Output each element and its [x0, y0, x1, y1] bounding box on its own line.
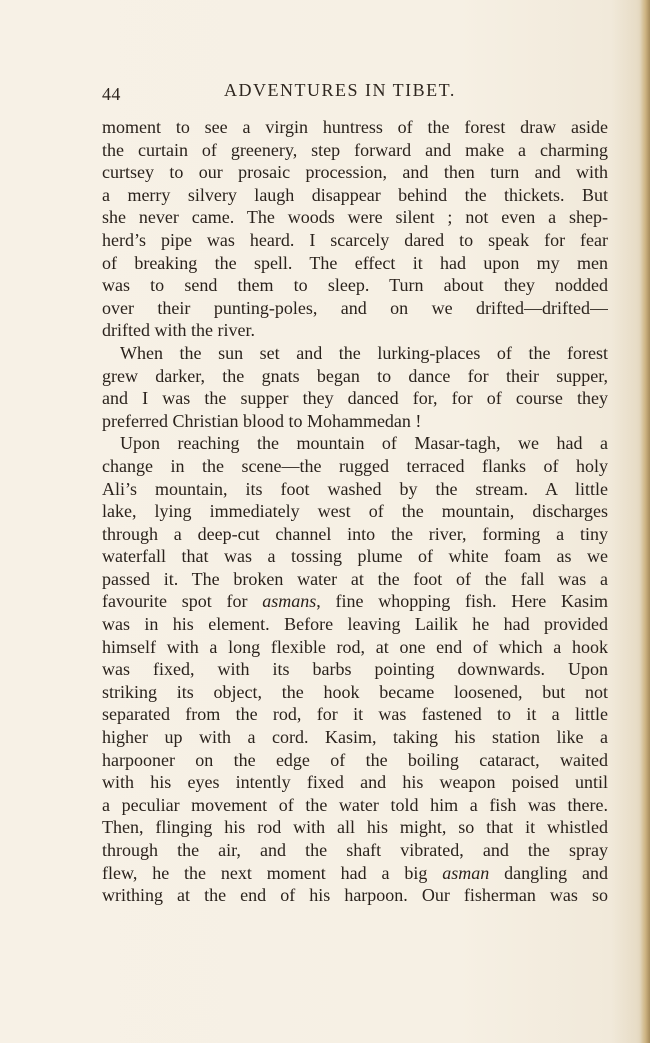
text-line: himself with a long flexible rod, at one end of which a hook [102, 636, 608, 657]
text-line: of breaking the spell. The effect it had upon my men [102, 252, 608, 273]
text-line: waterfall that was a tossing plume of white foam as we [102, 546, 608, 567]
text-line: over their punting-poles, and on we drifted—drifted— [102, 297, 608, 318]
text-line: through the air, and the shaft vibrated, and the spray [102, 840, 608, 860]
page-edge [640, 0, 650, 1043]
text-line: with his eyes intently fixed and his weapon poised until [102, 772, 608, 793]
text-line: higher up with a cord. Kasim, taking his station like a [102, 727, 608, 748]
text-line: writhing at the end of his harpoon. Our fisherman was so [102, 885, 608, 906]
text-line: striking its object, the hook became loosened, but not [102, 681, 608, 702]
text-line: and I was the supper they danced for, for of course they [102, 388, 608, 409]
text-line: moment to see a virgin huntress of the forest draw aside [102, 117, 608, 137]
text-line: preferred Christian blood to Mohammedan ! [102, 410, 422, 431]
text-line: Ali’s mountain, its foot washed by the stream. A little [102, 478, 608, 499]
text-line: flew, he the next moment had a big asman dangling and [102, 862, 608, 883]
body-text [102, 116, 608, 907]
text-line: grew darker, the gnats began to dance for their supper, [102, 365, 608, 386]
text-line: lake, lying immediately west of the mountain, discharges [102, 501, 608, 522]
text-line: a peculiar movement of the water told him a fish was there. [102, 794, 608, 815]
text-line: passed it. The broken water at the foot of the fall was a [102, 568, 608, 589]
text-line: curtsey to our prosaic procession, and then turn and with [102, 162, 608, 183]
text-line: through a deep-cut channel into the river, forming a tiny [102, 523, 608, 544]
text-line: When the sun set and the lurking-places of the forest [120, 342, 608, 363]
text-line: was to send them to sleep. Turn about they nodded [102, 275, 608, 296]
page-header [102, 76, 608, 106]
page-number: 44 [102, 84, 121, 104]
text-line: drifted with the river. [102, 320, 255, 341]
text-line: a merry silvery laugh disappear behind the thickets. But [102, 184, 608, 205]
text-line: the curtain of greenery, step forward and make a charming [102, 139, 608, 160]
text-line: was fixed, with its barbs pointing downwards. Upon [102, 659, 608, 680]
text-line: Upon reaching the mountain of Masar-tagh, we had a [120, 433, 608, 454]
text-line: harpooner on the edge of the boiling cataract, waited [102, 749, 608, 770]
text-line: Then, flinging his rod with all his might, so that it whistled [102, 817, 608, 838]
text-line: separated from the rod, for it was fastened to it a little [102, 704, 608, 725]
text-line: was in his element. Before leaving Lailik he had provided [102, 614, 608, 635]
text-line: she never came. The woods were silent ; not even a shep- [102, 207, 608, 228]
text-line: herd’s pipe was heard. I scarcely dared to speak for fear [102, 229, 608, 250]
text-line: change in the scene—the rugged terraced flanks of holy [102, 455, 608, 476]
text-line: favourite spot for asmans, fine whopping fish. Here Kasim [102, 591, 608, 612]
running-title: ADVENTURES IN TIBET. [224, 80, 456, 100]
